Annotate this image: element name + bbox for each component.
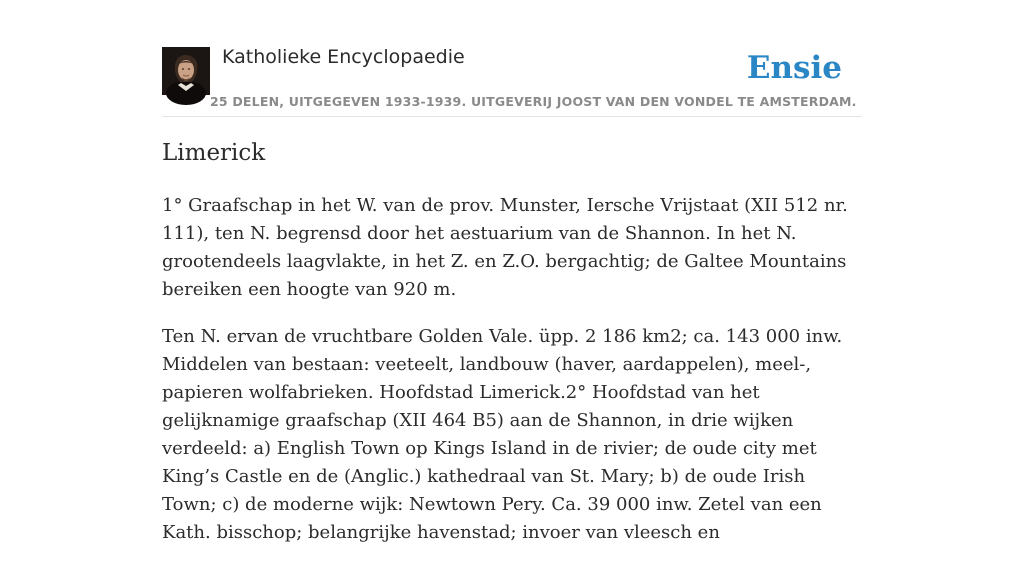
brand-logo-link[interactable]: Ensie (746, 50, 842, 86)
site-title[interactable]: Katholieke Encyclopaedie (222, 46, 465, 68)
page (162, 0, 862, 543)
site-header (162, 0, 862, 117)
article-paragraph: Ten N. ervan de vruchtbare Golden Vale. üpp. 2 186 km2; ca. 143 000 inw. Middelen van bestaan: veeteelt, landbouw (haver, aardappelen), meel-, papieren wolfabrieken. Hoofdstad Limerick.2° Hoofdstad van het gelijknamige graafschap (XII 464 B5) aan de Shannon, in drie wijken verdeeld: a) English Town op Kings Island in de rivier; de oude city met King’s Castle en de (Anglic.) kathedraal van St. Mary; b) de oude Irish Town; c) de moderne wijk: Newtown Pery. Ca. 39 000 inw. Zetel van een Kath. bisschop; belangrijke havenstad; invoer van vleesch en (162, 326, 843, 543)
article-title: Limerick (162, 140, 266, 166)
article-body (162, 192, 862, 566)
site-subtitle: 25 DELEN, UITGEGEVEN 1933-1939. UITGEVERIJ JOOST VAN DEN VONDEL TE AMSTERDAM. (210, 94, 857, 109)
portrait-avatar-icon[interactable] (162, 47, 210, 95)
article-paragraph: 1° Graafschap in het W. van de prov. Munster, Iersche Vrijstaat (XII 512 nr. 111), ten N. begrensd door het aestuarium van de Shannon. In het N. grootendeels laagvlakte, in het Z. en Z.O. bergachtig; de Galtee Mountains bereiken een hoogte van 920 m. (162, 195, 848, 300)
